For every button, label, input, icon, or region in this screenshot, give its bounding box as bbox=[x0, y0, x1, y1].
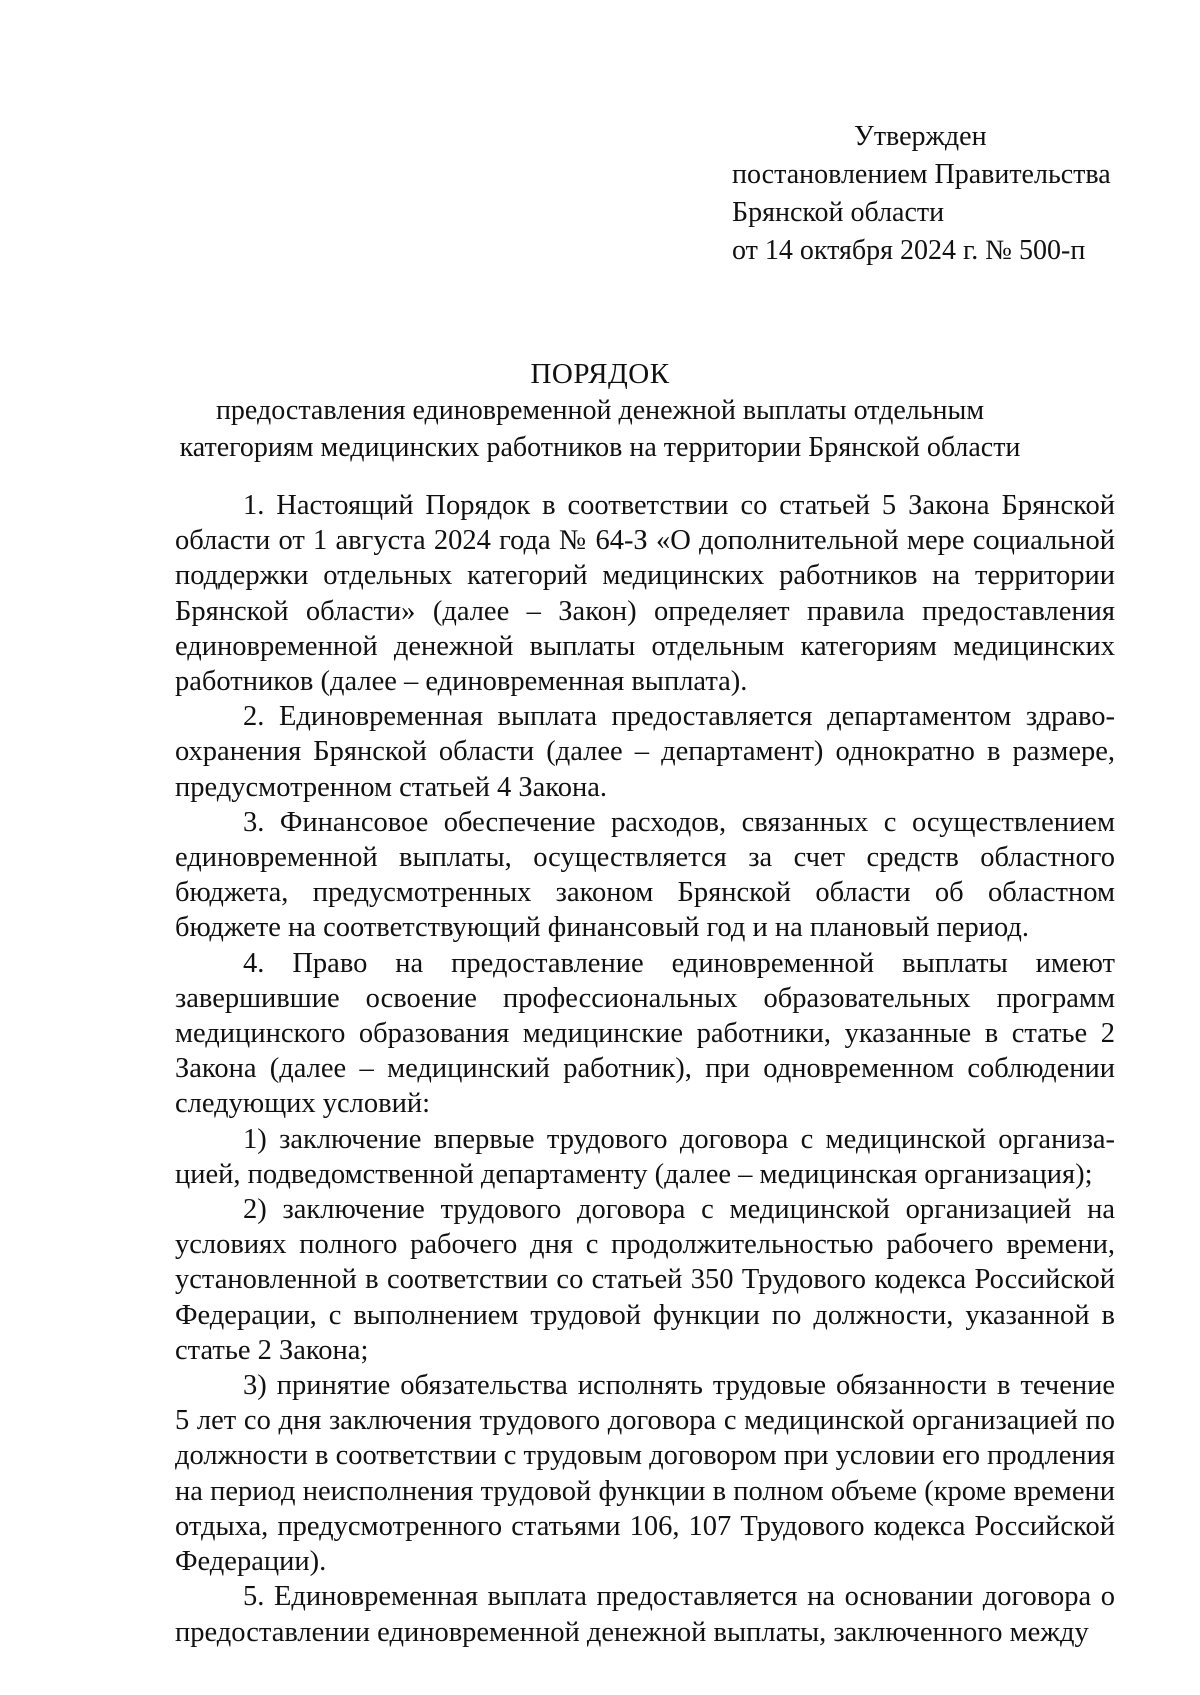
paragraph-2: 2. Единовременная выплата предоставляется департаментом здравоохранения Брянской области (далее – департамент) однократно в размере, предусмотренном статьей 4 Закона. bbox=[175, 701, 1115, 803]
approval-stamp-block bbox=[732, 118, 1152, 270]
paragraph-4-item-1: 1) заключение впервые трудового договора с медицинской организацией, подведомственной департаменту (далее – медицинская организация); bbox=[175, 1123, 1115, 1190]
paragraph-5: 5. Единовременная выплата предоставляется на основании договора о предоставлении единовременной денежной выплаты, заключенного между bbox=[175, 1581, 1115, 1648]
paragraph-1: 1. Настоящий Порядок в соответствии со статьей 5 Закона Брянской области от 1 августа 2024 года № 64-З «О дополнительной мере социальной поддержки отдельных категорий медицинских работников на территории Брянской области» (далее – Закон) определяет правила предоставления единовременной денежной выплаты отдельным категориям медицинских работников (далее – единовременная выплата). bbox=[175, 490, 1115, 698]
paragraph-4-item-3: 3) принятие обязательства исполнять трудовые обязанности в течение 5 лет со дня заключения трудового договора с медицинской организацией по должности в соответствии с трудовым договором при условии его продления на период неисполнения трудовой функции в полном объеме (кроме времени отдыха, предусмотренного статьями 106, 107 Трудового кодекса Российской Федерации). bbox=[175, 1370, 1116, 1578]
paragraph-3: 3. Финансовое обеспечение расходов, связанных с осуществлением единовременной выплаты, осуществляется за счет средств областного бюджета, предусмотренных законом Брянской области об областном бюджете на соответствующий финансовый год и на плановый период. bbox=[175, 806, 1115, 944]
approval-line-approved: Утвержден bbox=[854, 121, 987, 152]
approval-line-region: Брянской области bbox=[732, 197, 945, 228]
document-title: ПОРЯДОК bbox=[530, 358, 670, 390]
paragraph-4-item-2: 2) заключение трудового договора с медицинской организацией на условиях полного рабочего дня с продолжительностью рабочего времени, установленной в соответствии со статьей 350 Трудового кодекса Российской Федерации, с выполнением трудовой функции по должности, указанной в статье 2 Закона; bbox=[175, 1194, 1115, 1366]
document-body bbox=[175, 488, 1115, 1650]
approval-line-resolution: постановлением Правительства bbox=[732, 159, 1111, 190]
paragraph-4: 4. Право на предоставление единовременной выплаты имеют завершившие освоение профессиональных образовательных программ медицинского образования медицинские работники, указанные в статье 2 Закона (далее – медицинский работник), при одновременном соблюдении следующих условий: bbox=[175, 947, 1115, 1120]
document-subtitle: предоставления единовременной денежной выплаты отдельным категориям медицинских работников на территории Брянской области bbox=[179, 395, 1021, 463]
approval-line-date-number: от 14 октября 2024 г. № 500-п bbox=[732, 235, 1086, 266]
